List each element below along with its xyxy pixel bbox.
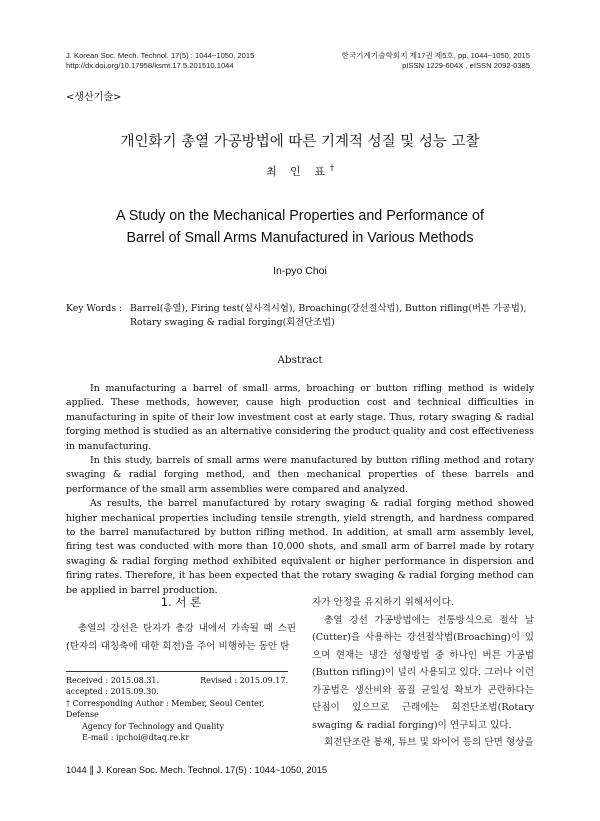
korean-author — [0, 163, 600, 179]
korean-title: 개인화기 총열 가공방법에 따른 기계적 성질 및 성능 고찰 — [120, 134, 480, 150]
english-title — [0, 205, 600, 249]
accepted-date: accepted : 2015.09.30. — [66, 687, 159, 697]
corresponding-affiliation: Agency for Technology and Quality — [82, 721, 224, 731]
abstract-title: Abstract — [277, 354, 323, 366]
citation-line: J. Korean Soc. Mech. Technol. 17(5) : 1044~1050, 2015 — [66, 51, 255, 60]
abstract-paragraph: As results, the barrel manufactured by rotary swaging & radial forging method showed higher mechanical properties including tensile strength, yield strength, and hardness compared to the barrel manufactured by button rifling method. In addition, at small arm assembly level, firing test was conducted with more than 10,000 shots, and small arm of barrel made by rotary swaging & radial forging method exhibited equivalent or higher performance in dispersion and firing rates. Therefore, it has been expected that the rotary swaging & radial forging method can be applied in barrel production. — [66, 498, 534, 596]
abstract-paragraph: In manufacturing a barrel of small arms, broaching or button rifling method is widely applied. These methods, however, cause high production cost and technical difficulties in manufacturing in spite of their low investment cost at early stage. Thus, rotary swaging & radial forging method is studied as an alternative considering the product quality and cost effectiveness in manufacturing. — [66, 383, 534, 452]
journal-citation — [66, 51, 254, 71]
right-column — [312, 594, 534, 752]
keywords-text: Barrel(총열), Firing test(실사격시험), Broaching(강선절삭법), Button rifling(버튼 가공법), Rotary swaging & radial forging(회전단조법) — [130, 303, 527, 328]
page-footer: 1044 ∥ J. Korean Soc. Mech. Technol. 17(5) : 1044~1050, 2015 — [66, 765, 328, 775]
corresponding-mark: † — [329, 163, 334, 173]
keywords — [66, 302, 536, 330]
journal-issn — [342, 51, 530, 71]
english-title-line1: A Study on the Mechanical Properties and Performance of — [116, 208, 484, 224]
korean-citation-line: 한국기계기술학회지 제17권 제5호, pp. 1044~1050, 2015 — [341, 51, 530, 60]
doi-link[interactable]: http://dx.doi.org/10.17958/ksmt.17.5.201510.1044 — [66, 61, 234, 70]
article-footnote — [66, 671, 288, 743]
intro-paragraph: 회전단조란 봉재, 튜브 및 와이어 등의 단면 형상을 — [324, 737, 534, 748]
intro-paragraph: 총열 강선 가공방법에는 전통방식으로 절삭 날(Cutter)을 사용하는 강선절삭법(Broaching)이 있으며 현재는 냉간 성형방법 중 하나인 버튼 가공법(Button rifling)이 널리 사용되고 있다. 그러나 이런 가공법은 생산비와 품질 균일성 확보가 곤란하다는 단점이 있으므로 근래에는 회전단조법(Rotary swaging & radial forging)이 연구되고 있다. — [312, 614, 534, 731]
left-column — [66, 594, 296, 655]
issn-line: pISSN 1229-604X , eISSN 2092-0385 — [402, 61, 530, 70]
keywords-label: Key Words : — [66, 303, 123, 314]
intro-paragraph: 자가 안정을 유지하기 위해서이다. — [312, 597, 454, 608]
korean-author-name: 최 인 표 — [266, 165, 330, 178]
english-title-line2: Barrel of Small Arms Manufactured in Various Methods — [126, 230, 474, 246]
revised-date: Revised : 2015.09.17. — [200, 676, 288, 685]
abstract-paragraph: In this study, barrels of small arms were manufactured by button rifling method and rotary swaging & radial forging method, and then mechanical properties of these barrels and performance of the small arm assemblies were compared and analyzed. — [66, 455, 534, 495]
received-date: Received : 2015.08.31. — [66, 676, 160, 685]
corresponding-author: † Corresponding Author : Member, Seoul Center, Defense — [66, 698, 265, 720]
introduction-heading: 1. 서 론 — [160, 595, 202, 609]
intro-paragraph: 총열의 강선은 탄자가 총강 내에서 가속될 때 스핀(탄자의 대칭축에 대한 회전)을 주어 비행하는 동안 탄 — [66, 623, 296, 652]
abstract-body — [66, 382, 534, 598]
author-email[interactable]: E-mail : ipchoi@dtaq.re.kr — [82, 733, 190, 743]
section-tag: <생산기술> — [66, 92, 122, 103]
english-author: In-pyo Choi — [273, 265, 327, 277]
